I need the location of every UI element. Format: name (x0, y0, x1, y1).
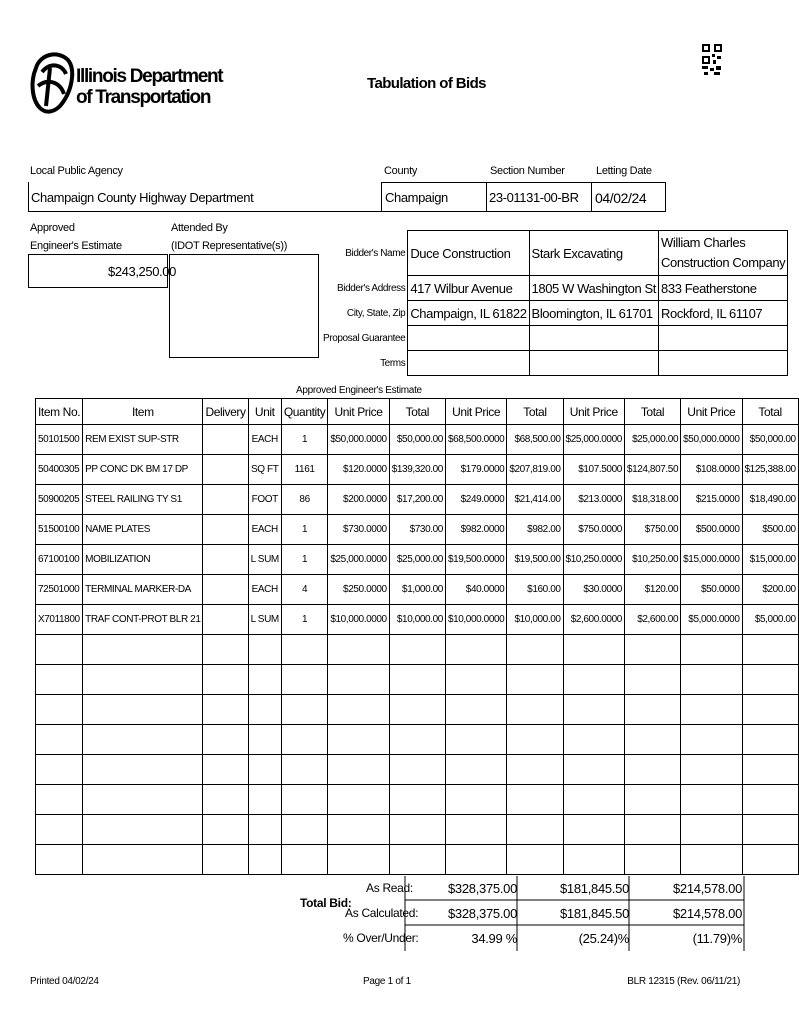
idot-logo (28, 48, 76, 116)
blank-cell (203, 665, 248, 695)
header-eng-unit-price: Unit Price (328, 399, 389, 425)
blank-cell (507, 755, 563, 785)
cell-eng-up: $250.0000 (328, 575, 389, 605)
cell-eng-up: $120.0000 (328, 455, 389, 485)
cell-item: NAME PLATES (83, 515, 203, 545)
blank-cell (389, 785, 445, 815)
blank-cell (624, 755, 680, 785)
cell-b2-up: $25,000.0000 (563, 425, 624, 455)
cell-eng-tot: $25,000.00 (389, 545, 445, 575)
blank-cell (445, 665, 506, 695)
blank-cell (507, 695, 563, 725)
cell-b1-up: $982.0000 (445, 515, 506, 545)
cell-b2-up: $750.0000 (563, 515, 624, 545)
bidder-address-label: Bidder's Address (336, 282, 406, 294)
header-eng-total: Total (389, 399, 445, 425)
cell-unit: FOOT (248, 485, 281, 515)
header-b2-total: Total (624, 399, 680, 425)
cell-item: STEEL RAILING TY S1 (83, 485, 203, 515)
idot-logo-icon (28, 48, 76, 116)
blank-cell (742, 665, 798, 695)
cell-eng-tot: $17,200.00 (389, 485, 445, 515)
bidder-1-name: Duce Construction (408, 231, 529, 276)
cell-delivery (203, 605, 248, 635)
bid-rows (36, 425, 799, 875)
cell-unit: SQ FT (248, 455, 281, 485)
table-row (36, 545, 799, 575)
terms-row (321, 351, 788, 376)
over-under-bidder-1: 34.99 % (471, 931, 517, 946)
qr-code-icon (702, 44, 722, 76)
blank-cell (281, 785, 328, 815)
cell-b1-up: $68,500.0000 (445, 425, 506, 455)
table-row (36, 605, 799, 635)
bidder-3-guarantee (659, 326, 788, 351)
cell-item: TERMINAL MARKER-DA (83, 575, 203, 605)
cell-eng-tot: $1,000.00 (389, 575, 445, 605)
blank-cell (445, 785, 506, 815)
blank-cell (445, 635, 506, 665)
terms-label: Terms (380, 357, 406, 369)
blank-cell (563, 725, 624, 755)
blank-cell (389, 635, 445, 665)
blank-cell (445, 755, 506, 785)
as-read-label: As Read: (366, 881, 413, 895)
blank-cell (83, 815, 203, 845)
cell-b3-up: $108.0000 (681, 455, 742, 485)
cell-eng-up: $25,000.0000 (328, 545, 389, 575)
cell-qty: 4 (281, 575, 328, 605)
blank-cell (742, 845, 798, 875)
cell-qty: 1161 (281, 455, 328, 485)
table-row (36, 575, 799, 605)
blank-cell (563, 845, 624, 875)
bidder-3-terms (659, 351, 788, 376)
blank-cell (281, 635, 328, 665)
blank-cell (624, 725, 680, 755)
blank-cell (445, 815, 506, 845)
blank-cell (248, 785, 281, 815)
blank-row (36, 695, 799, 725)
cell-b3-up: $50,000.0000 (681, 425, 742, 455)
blank-cell (389, 845, 445, 875)
cell-b2-tot: $2,600.00 (624, 605, 680, 635)
blank-cell (281, 845, 328, 875)
bidder-2-guarantee (529, 326, 658, 351)
letting-date-value: 04/02/24 (595, 190, 647, 206)
header-unit: Unit (248, 399, 281, 425)
blank-cell (248, 635, 281, 665)
blank-cell (563, 755, 624, 785)
blank-cell (563, 665, 624, 695)
table-row (36, 455, 799, 485)
blank-cell (445, 725, 506, 755)
as-read-bidder-1: $328,375.00 (448, 881, 517, 896)
blank-cell (624, 845, 680, 875)
blank-cell (445, 695, 506, 725)
cell-unit: EACH (248, 575, 281, 605)
blank-cell (742, 725, 798, 755)
blank-cell (328, 635, 389, 665)
cell-b2-up: $107.5000 (563, 455, 624, 485)
cell-b2-tot: $25,000.00 (624, 425, 680, 455)
cell-unit: EACH (248, 425, 281, 455)
bidders-table (321, 230, 788, 376)
cell-b2-tot: $120.00 (624, 575, 680, 605)
blank-cell (203, 815, 248, 845)
blank-cell (248, 725, 281, 755)
bidder-3-name (659, 231, 788, 276)
bidder-2-city: Bloomington, IL 61701 (529, 301, 658, 326)
blank-cell (507, 725, 563, 755)
blank-row (36, 665, 799, 695)
bidder-name-row (321, 231, 788, 276)
blank-cell (742, 695, 798, 725)
blank-cell (83, 695, 203, 725)
as-calculated-bidder-1: $328,375.00 (448, 906, 517, 921)
header-b1-total: Total (507, 399, 563, 425)
cell-b2-up: $213.0000 (563, 485, 624, 515)
approved-label-line1: Approved (30, 222, 75, 234)
as-read-bidder-3: $214,578.00 (673, 881, 742, 896)
section-number-label: Section Number (490, 165, 565, 177)
blank-cell (328, 755, 389, 785)
bidder-3-name-line1: William Charles (661, 235, 746, 250)
blank-cell (248, 815, 281, 845)
cell-eng-up: $50,000.0000 (328, 425, 389, 455)
cell-item: REM EXIST SUP-STR (83, 425, 203, 455)
letting-date-label: Letting Date (596, 165, 652, 177)
blank-cell (83, 665, 203, 695)
blank-row (36, 725, 799, 755)
blank-cell (83, 785, 203, 815)
printed-date: Printed 04/02/24 (30, 976, 99, 987)
table-row (36, 515, 799, 545)
bidder-name-label: Bidder's Name (345, 247, 406, 259)
attended-by-label-line1: Attended By (171, 222, 228, 234)
blank-cell (36, 755, 83, 785)
bidder-1-terms (408, 351, 529, 376)
table-row (36, 425, 799, 455)
estimate-heading: Approved Engineer's Estimate (296, 385, 422, 396)
attended-by-field (169, 254, 319, 358)
bidder-3-address: 833 Featherstone (659, 276, 788, 301)
blank-cell (248, 665, 281, 695)
blank-cell (203, 725, 248, 755)
cell-b3-tot: $50,000.00 (742, 425, 798, 455)
blank-cell (83, 725, 203, 755)
blank-cell (83, 635, 203, 665)
page-number: Page 1 of 1 (363, 976, 411, 987)
cell-b2-up: $10,250.0000 (563, 545, 624, 575)
blank-cell (681, 725, 742, 755)
cell-b3-up: $5,000.0000 (681, 605, 742, 635)
cell-qty: 86 (281, 485, 328, 515)
section-number-value: 23-01131-00-BR (489, 190, 579, 205)
cell-item-no: X7011800 (36, 605, 83, 635)
bidder-2-name: Stark Excavating (529, 231, 658, 276)
blank-cell (445, 845, 506, 875)
cell-b1-tot: $160.00 (507, 575, 563, 605)
cell-eng-up: $730.0000 (328, 515, 389, 545)
blank-cell (281, 665, 328, 695)
cell-qty: 1 (281, 545, 328, 575)
blank-cell (36, 785, 83, 815)
blank-cell (203, 755, 248, 785)
blank-cell (681, 695, 742, 725)
cell-b2-tot: $10,250.00 (624, 545, 680, 575)
blank-cell (328, 665, 389, 695)
cell-delivery (203, 545, 248, 575)
blank-cell (281, 815, 328, 845)
local-public-agency-label: Local Public Agency (30, 165, 123, 177)
blank-cell (507, 845, 563, 875)
cell-delivery (203, 425, 248, 455)
bidder-3-city: Rockford, IL 61107 (659, 301, 788, 326)
cell-b3-tot: $200.00 (742, 575, 798, 605)
blank-cell (507, 665, 563, 695)
total-bid-label: Total Bid: (300, 896, 352, 910)
blank-row (36, 755, 799, 785)
blank-cell (507, 815, 563, 845)
cell-item-no: 50400305 (36, 455, 83, 485)
cell-b2-tot: $750.00 (624, 515, 680, 545)
table-row (36, 485, 799, 515)
blank-row (36, 815, 799, 845)
as-calculated-label: As Calculated: (345, 906, 419, 920)
cell-item-no: 67100100 (36, 545, 83, 575)
blank-cell (328, 725, 389, 755)
cell-b2-tot: $124,807.50 (624, 455, 680, 485)
blank-cell (36, 815, 83, 845)
cell-item: MOBILIZATION (83, 545, 203, 575)
agency-name-line1: Illinois Department (76, 66, 223, 87)
cell-b1-tot: $207,819.00 (507, 455, 563, 485)
bidder-2-address: 1805 W Washington St (529, 276, 658, 301)
blank-cell (389, 695, 445, 725)
blank-cell (624, 665, 680, 695)
blank-cell (742, 755, 798, 785)
cell-qty: 1 (281, 515, 328, 545)
as-read-bidder-2: $181,845.50 (560, 881, 629, 896)
blank-cell (281, 725, 328, 755)
blank-cell (563, 815, 624, 845)
bidder-1-city: Champaign, IL 61822 (408, 301, 529, 326)
local-public-agency-value: Champaign County Highway Department (31, 190, 254, 205)
blank-cell (328, 815, 389, 845)
cell-b3-tot: $125,388.00 (742, 455, 798, 485)
bidder-1-address: 417 Wilbur Avenue (408, 276, 529, 301)
bid-table (35, 398, 799, 875)
over-under-bidder-2: (25.24)% (578, 931, 629, 946)
blank-cell (507, 635, 563, 665)
blank-cell (248, 845, 281, 875)
cell-unit: EACH (248, 515, 281, 545)
cell-b1-tot: $10,000.00 (507, 605, 563, 635)
blank-cell (681, 635, 742, 665)
blank-cell (83, 755, 203, 785)
cell-item: TRAF CONT-PROT BLR 21 (83, 605, 203, 635)
cell-b3-up: $500.0000 (681, 515, 742, 545)
blank-cell (681, 755, 742, 785)
blank-cell (681, 845, 742, 875)
blank-cell (36, 725, 83, 755)
county-value: Champaign (385, 190, 448, 205)
bidder-city-label: City, State, Zip (346, 307, 406, 319)
cell-qty: 1 (281, 425, 328, 455)
blank-row (36, 785, 799, 815)
blank-cell (742, 635, 798, 665)
cell-unit: L SUM (248, 545, 281, 575)
cell-eng-tot: $730.00 (389, 515, 445, 545)
cell-b2-up: $2,600.0000 (563, 605, 624, 635)
bidder-2-terms (529, 351, 658, 376)
bidder-city-row (321, 301, 788, 326)
cell-b3-tot: $5,000.00 (742, 605, 798, 635)
cell-b1-up: $40.0000 (445, 575, 506, 605)
cell-b3-up: $215.0000 (681, 485, 742, 515)
blank-cell (203, 635, 248, 665)
blank-cell (36, 845, 83, 875)
blank-cell (742, 785, 798, 815)
blank-cell (389, 755, 445, 785)
blank-row (36, 635, 799, 665)
blank-cell (328, 695, 389, 725)
blank-cell (281, 695, 328, 725)
blank-cell (328, 845, 389, 875)
blank-cell (681, 785, 742, 815)
cell-b1-up: $10,000.0000 (445, 605, 506, 635)
attended-by-label-line2: (IDOT Representative(s)) (171, 240, 288, 252)
blank-cell (389, 815, 445, 845)
blank-cell (83, 845, 203, 875)
cell-delivery (203, 485, 248, 515)
agency-name (76, 66, 222, 108)
cell-b1-up: $179.0000 (445, 455, 506, 485)
blank-cell (281, 755, 328, 785)
table-header-row (36, 399, 799, 425)
cell-item-no: 50101500 (36, 425, 83, 455)
blank-cell (203, 785, 248, 815)
cell-b2-tot: $18,318.00 (624, 485, 680, 515)
agency-name-line2: of Transportation (76, 87, 211, 108)
blank-cell (507, 785, 563, 815)
cell-eng-up: $10,000.0000 (328, 605, 389, 635)
bidder-address-row (321, 276, 788, 301)
cell-b1-tot: $68,500.00 (507, 425, 563, 455)
cell-item: PP CONC DK BM 17 DP (83, 455, 203, 485)
blank-cell (389, 725, 445, 755)
header-b2-unit-price: Unit Price (563, 399, 624, 425)
blank-cell (624, 695, 680, 725)
cell-b1-up: $19,500.0000 (445, 545, 506, 575)
as-calculated-bidder-3: $214,578.00 (673, 906, 742, 921)
cell-b3-up: $15,000.0000 (681, 545, 742, 575)
blank-cell (681, 815, 742, 845)
blank-cell (36, 635, 83, 665)
cell-b1-tot: $21,414.00 (507, 485, 563, 515)
cell-delivery (203, 575, 248, 605)
cell-b1-tot: $982.00 (507, 515, 563, 545)
cell-b3-up: $50.0000 (681, 575, 742, 605)
blank-cell (563, 785, 624, 815)
header-item-no: Item No. (36, 399, 83, 425)
blank-row (36, 845, 799, 875)
blank-cell (36, 665, 83, 695)
bidder-3-name-line2: Construction Company (661, 255, 786, 270)
header-delivery: Delivery (203, 399, 248, 425)
cell-item-no: 72501000 (36, 575, 83, 605)
cell-eng-tot: $50,000.00 (389, 425, 445, 455)
header-quantity: Quantity (281, 399, 328, 425)
as-calculated-bidder-2: $181,845.50 (560, 906, 629, 921)
blank-cell (389, 665, 445, 695)
blank-cell (742, 815, 798, 845)
cell-qty: 1 (281, 605, 328, 635)
cell-eng-tot: $10,000.00 (389, 605, 445, 635)
blank-cell (36, 695, 83, 725)
header-item: Item (83, 399, 203, 425)
county-label: County (384, 165, 418, 177)
blank-cell (328, 785, 389, 815)
over-under-label: % Over/Under: (343, 931, 419, 945)
header-b1-unit-price: Unit Price (445, 399, 506, 425)
blank-cell (203, 845, 248, 875)
cell-b2-up: $30.0000 (563, 575, 624, 605)
page-title: Tabulation of Bids (367, 75, 486, 92)
proposal-guarantee-label: Proposal Guarantee (323, 332, 406, 344)
cell-item-no: 50900205 (36, 485, 83, 515)
cell-b3-tot: $500.00 (742, 515, 798, 545)
form-number: BLR 12315 (Rev. 06/11/21) (627, 976, 740, 987)
cell-item-no: 51500100 (36, 515, 83, 545)
blank-cell (624, 815, 680, 845)
blank-cell (248, 695, 281, 725)
cell-delivery (203, 515, 248, 545)
blank-cell (248, 755, 281, 785)
blank-cell (563, 695, 624, 725)
header-b3-total: Total (742, 399, 798, 425)
cell-eng-tot: $139,320.00 (389, 455, 445, 485)
cell-b1-tot: $19,500.00 (507, 545, 563, 575)
approved-estimate-value: $243,250.00 (108, 264, 176, 279)
proposal-guarantee-row (321, 326, 788, 351)
blank-cell (624, 635, 680, 665)
header-b3-unit-price: Unit Price (681, 399, 742, 425)
cell-b3-tot: $18,490.00 (742, 485, 798, 515)
cell-b1-up: $249.0000 (445, 485, 506, 515)
cell-delivery (203, 455, 248, 485)
blank-cell (203, 695, 248, 725)
blank-cell (681, 665, 742, 695)
approved-label-line2: Engineer's Estimate (30, 240, 122, 252)
cell-unit: L SUM (248, 605, 281, 635)
blank-cell (624, 785, 680, 815)
cell-eng-up: $200.0000 (328, 485, 389, 515)
cell-b3-tot: $15,000.00 (742, 545, 798, 575)
bidder-1-guarantee (408, 326, 529, 351)
blank-cell (563, 635, 624, 665)
over-under-bidder-3: (11.79)% (692, 931, 742, 946)
